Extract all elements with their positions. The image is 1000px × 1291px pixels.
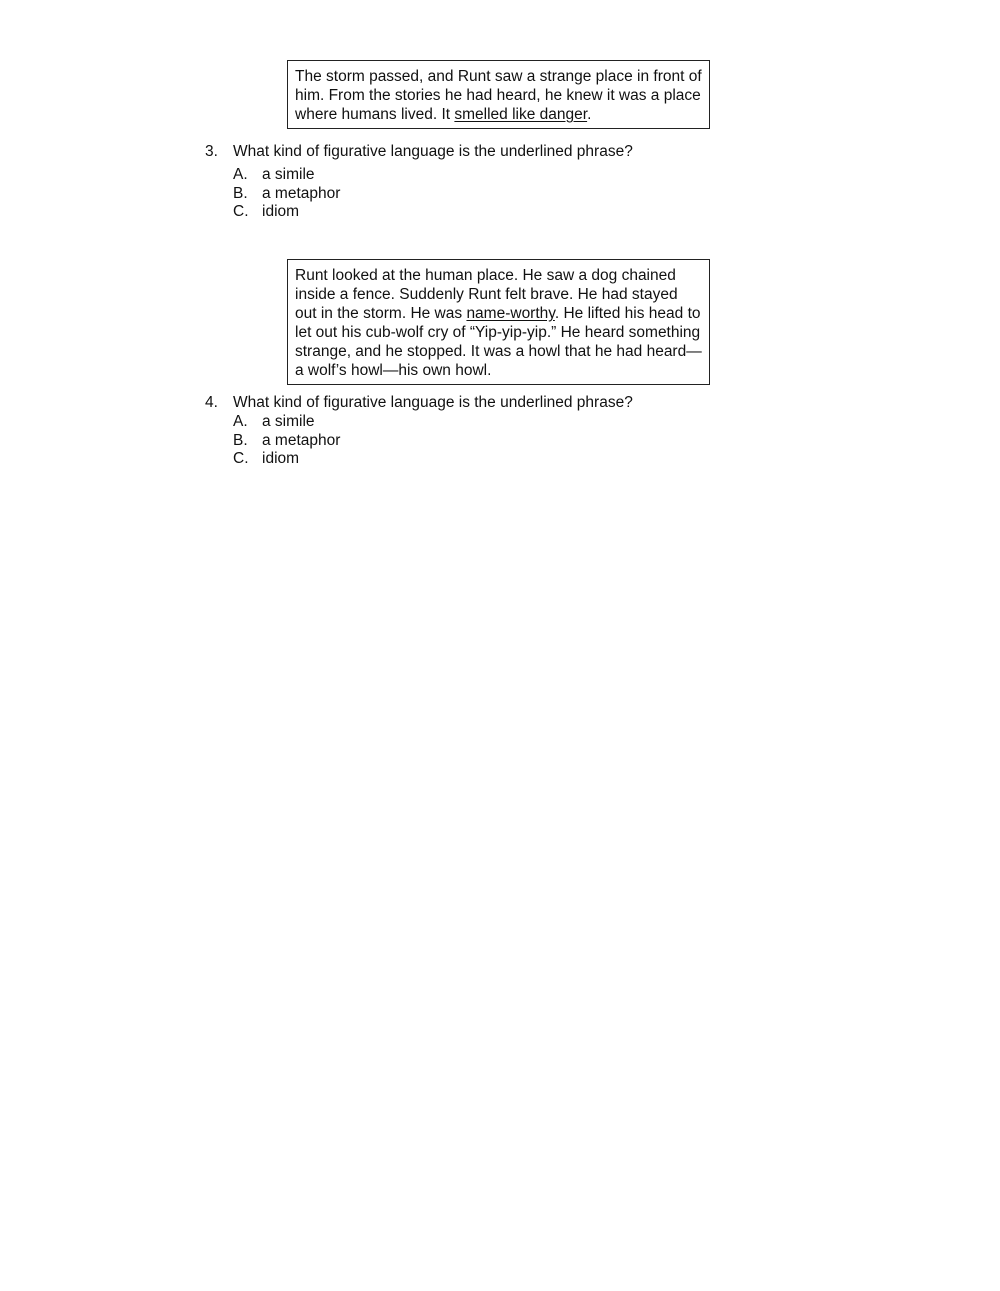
option-text: a metaphor <box>262 431 341 449</box>
question-4-options <box>233 412 340 468</box>
option-letter: C. <box>233 450 249 467</box>
passage-1-underlined-phrase: smelled like danger <box>454 106 588 123</box>
option-text: a metaphor <box>262 184 341 202</box>
option-letter: C. <box>233 203 249 220</box>
passage-box-2 <box>287 259 710 385</box>
passage-box-1 <box>287 60 710 129</box>
passage-1-text-after: . <box>587 106 592 123</box>
question-4-option-a[interactable] <box>233 412 340 431</box>
option-text: a simile <box>262 413 315 430</box>
passage-2-text-before: Runt looked at the human place. He saw a dog chained inside a fence. Suddenly Runt felt brave. He had stayed out in the storm. He was <box>295 267 678 322</box>
passage-2-text-after: . He lifted his head to let out his cub-wolf cry of “Yip-yip-yip.” He heard something strange, and he stopped. It was a howl that he had heard—a wolf’s howl—his own howl. <box>295 305 702 379</box>
question-3-option-b[interactable] <box>233 184 340 203</box>
question-4-option-c[interactable] <box>233 449 340 468</box>
option-text: a simile <box>262 166 315 183</box>
question-3-options <box>233 165 340 221</box>
option-text: idiom <box>262 450 300 467</box>
option-text: idiom <box>262 203 300 220</box>
question-3-option-c[interactable] <box>233 202 340 221</box>
option-letter: B. <box>233 431 248 449</box>
option-letter: B. <box>233 184 248 202</box>
question-3-number: 3. <box>205 143 218 160</box>
passage-1-text-before: The storm passed, and Runt saw a strange place in front of him. From the stories he had heard, he knew it was a place where humans lived. It <box>295 68 702 123</box>
question-4-option-b[interactable] <box>233 431 340 450</box>
passage-2-underlined-phrase: name-worthy <box>466 305 555 322</box>
question-4-number: 4. <box>205 394 218 411</box>
option-letter: A. <box>233 413 248 430</box>
question-3-stem: What kind of figurative language is the underlined phrase? <box>233 143 633 160</box>
question-4-stem: What kind of figurative language is the underlined phrase? <box>233 394 633 411</box>
question-3-option-a[interactable] <box>233 165 340 184</box>
option-letter: A. <box>233 166 248 183</box>
